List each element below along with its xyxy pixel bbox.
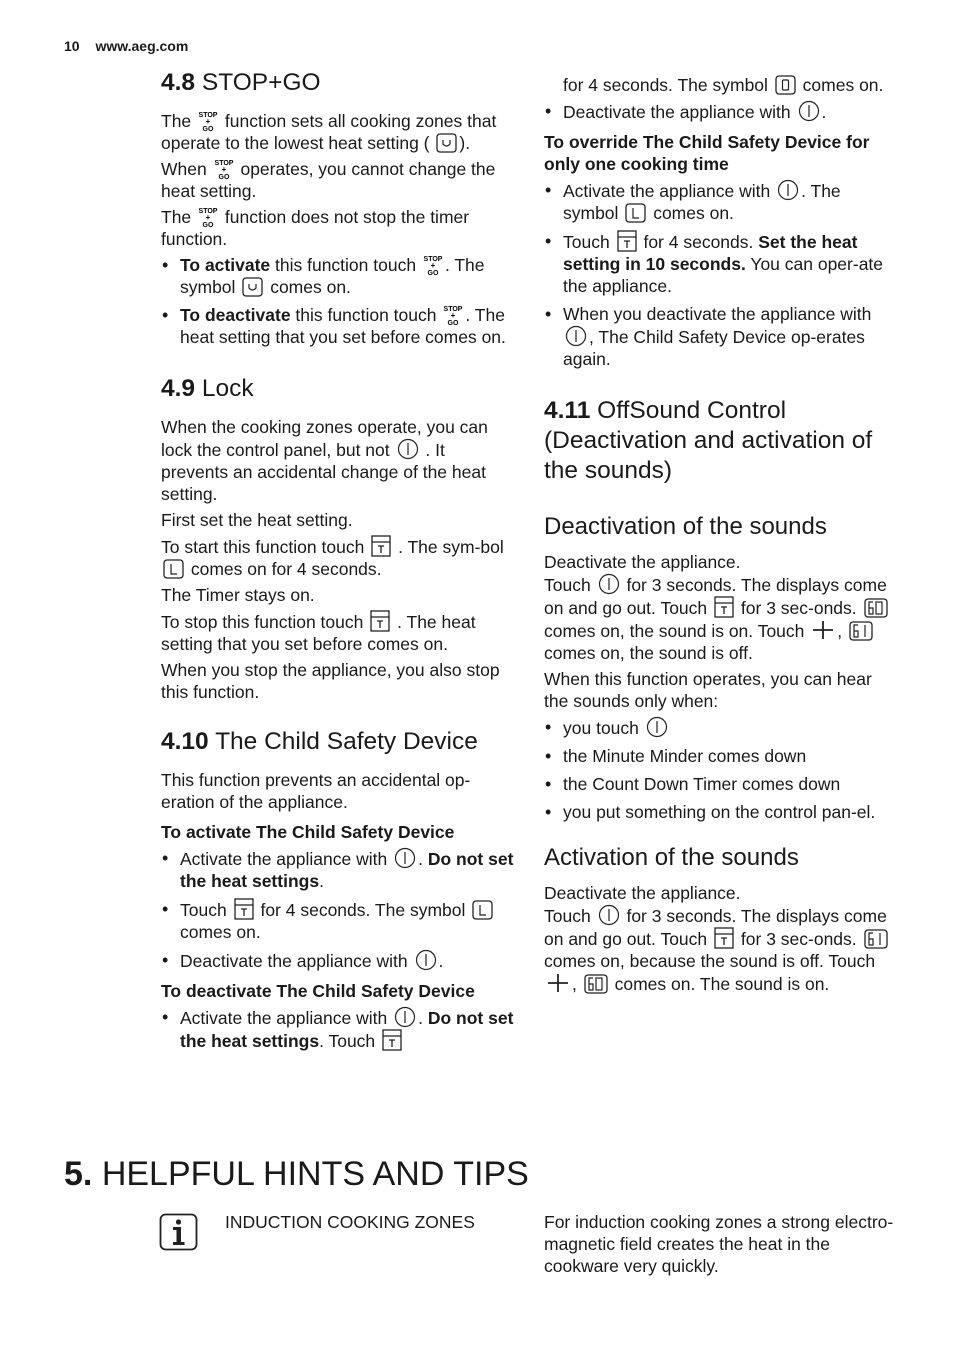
list-item: • Touch for 4 seconds. Set the heat setting in 10 seconds. You can oper-ate the appliance. xyxy=(544,230,896,297)
paragraph: Deactivate the appliance. xyxy=(544,883,741,903)
paragraph: When operates, you cannot change the heat setting. xyxy=(161,159,496,201)
lock-icon xyxy=(714,927,734,949)
paragraph: When you stop the appliance, you also stop this function. xyxy=(161,660,500,702)
paragraph: The function does not stop the timer function. xyxy=(161,207,470,249)
subheading: To activate The Child Safety Device xyxy=(161,822,455,842)
lock-symbol-icon xyxy=(625,203,646,223)
paragraph: First set the heat setting. xyxy=(161,510,353,530)
bullet-list xyxy=(161,847,516,972)
subheading: To override The Child Safety Device for only one cooking time xyxy=(544,132,870,174)
paragraph: When this function operates, you can hear the sounds only when: xyxy=(544,669,872,711)
section-4-9-heading: 4.9 Lock xyxy=(161,375,254,402)
low-heat-symbol-icon xyxy=(436,133,457,153)
list-item: • you touch xyxy=(544,716,896,739)
page-number: 10 xyxy=(64,38,80,54)
paragraph: Touch for 3 seconds. The displays come on and go out. Touch for 3 sec-onds. comes on, the sound is on. Touch , comes on, the sound is off. xyxy=(544,575,887,663)
list-item: • Deactivate the appliance with . xyxy=(161,949,516,972)
lock-symbol-icon xyxy=(163,559,184,579)
power-icon xyxy=(777,179,799,201)
section-4-8-heading: 4.8 STOP+GO xyxy=(161,69,321,96)
bullet-list xyxy=(544,179,896,370)
sound-on-display-icon xyxy=(864,598,888,618)
power-icon xyxy=(565,325,587,347)
list-item: • the Minute Minder comes down xyxy=(544,745,896,767)
stop-go-icon xyxy=(198,111,218,131)
sound-on-display-icon xyxy=(584,974,608,994)
lock-icon xyxy=(234,898,254,920)
bullet-list xyxy=(544,100,896,123)
lock-symbol-icon xyxy=(472,900,493,920)
plus-icon xyxy=(546,972,570,994)
paragraph: To start this function touch . The sym-bol comes on for 4 seconds. xyxy=(161,537,504,579)
list-item: • When you deactivate the appliance with , The Child Safety Device op-erates again. xyxy=(544,303,896,370)
power-icon xyxy=(798,100,820,122)
sound-off-display-icon xyxy=(864,929,888,949)
stop-go-icon xyxy=(198,207,218,227)
page-header xyxy=(64,38,188,54)
lock-icon xyxy=(714,596,734,618)
deactivation-heading: Deactivation of the sounds xyxy=(544,513,827,540)
list-item: • Deactivate the appliance with . xyxy=(544,100,896,123)
lock-icon xyxy=(617,230,637,252)
paragraph: The function sets all cooking zones that operate to the lowest heat setting ( ). xyxy=(161,111,497,153)
list-item: • you put something on the control pan-el. xyxy=(544,801,896,823)
tip-text: For induction cooking zones a strong electro-magnetic field creates the heat in the cookware very quickly. xyxy=(544,1212,894,1276)
low-heat-symbol-icon xyxy=(242,277,263,297)
list-item: • Activate the appliance with . The symbol comes on. xyxy=(544,179,896,224)
power-icon xyxy=(598,573,620,595)
stop-go-icon xyxy=(214,159,234,179)
info-icon xyxy=(159,1213,199,1251)
stop-go-icon xyxy=(443,305,463,325)
power-icon xyxy=(415,949,437,971)
list-item: • Touch for 4 seconds. The symbol comes on. xyxy=(161,898,516,943)
power-icon xyxy=(397,438,419,460)
power-icon xyxy=(394,847,416,869)
bullet-list xyxy=(161,1006,516,1052)
list-item: • the Count Down Timer comes down xyxy=(544,773,896,795)
stop-go-icon xyxy=(423,255,443,275)
power-icon xyxy=(394,1006,416,1028)
bullet-list xyxy=(161,254,516,348)
left-column xyxy=(161,68,516,1058)
section-5-heading: 5. HELPFUL HINTS AND TIPS xyxy=(64,1155,529,1193)
lock-icon xyxy=(371,535,391,557)
site-url[interactable]: www.aeg.com xyxy=(95,38,189,54)
power-icon xyxy=(646,716,668,738)
list-item: • To deactivate this function touch . The heat setting that you set before comes on. xyxy=(161,304,516,348)
lock-icon xyxy=(370,610,390,632)
paragraph: This function prevents an accidental op-eration of the appliance. xyxy=(161,770,471,812)
paragraph: Touch for 3 seconds. The displays come on and go out. Touch for 3 sec-onds. comes on, because the sound is off. Touch , comes on. The sound is on. xyxy=(544,906,887,994)
section-4-10-heading: 4.10 The Child Safety Device xyxy=(161,728,478,755)
power-icon xyxy=(598,904,620,926)
sound-off-display-icon xyxy=(849,621,873,641)
section-4-11-heading: 4.11 OffSound Control (Deactivation and activation of the sounds) xyxy=(544,397,873,484)
list-item: • Activate the appliance with . Do not set the heat settings. Touch xyxy=(161,1006,516,1052)
bullet-list xyxy=(544,716,896,823)
plus-icon xyxy=(811,619,835,641)
paragraph: The Timer stays on. xyxy=(161,585,315,605)
subheading: To deactivate The Child Safety Device xyxy=(161,981,475,1001)
right-column xyxy=(544,74,896,999)
paragraph: When the cooking zones operate, you can lock the control panel, but not . It prevents an accidental change of the heat setting. xyxy=(161,417,488,504)
paragraph: Deactivate the appliance. xyxy=(544,552,741,572)
list-item: • To activate this function touch . The symbol comes on. xyxy=(161,254,516,298)
paragraph: for 4 seconds. The symbol comes on. xyxy=(563,75,884,95)
paragraph: To stop this function touch . The heat setting that you set before comes on. xyxy=(161,612,476,654)
lock-icon xyxy=(382,1029,402,1051)
tip-label: INDUCTION COOKING ZONES xyxy=(225,1212,475,1232)
zero-symbol-icon xyxy=(775,75,796,95)
list-item: • Activate the appliance with . Do not set the heat settings. xyxy=(161,847,516,892)
activation-heading: Activation of the sounds xyxy=(544,844,799,871)
